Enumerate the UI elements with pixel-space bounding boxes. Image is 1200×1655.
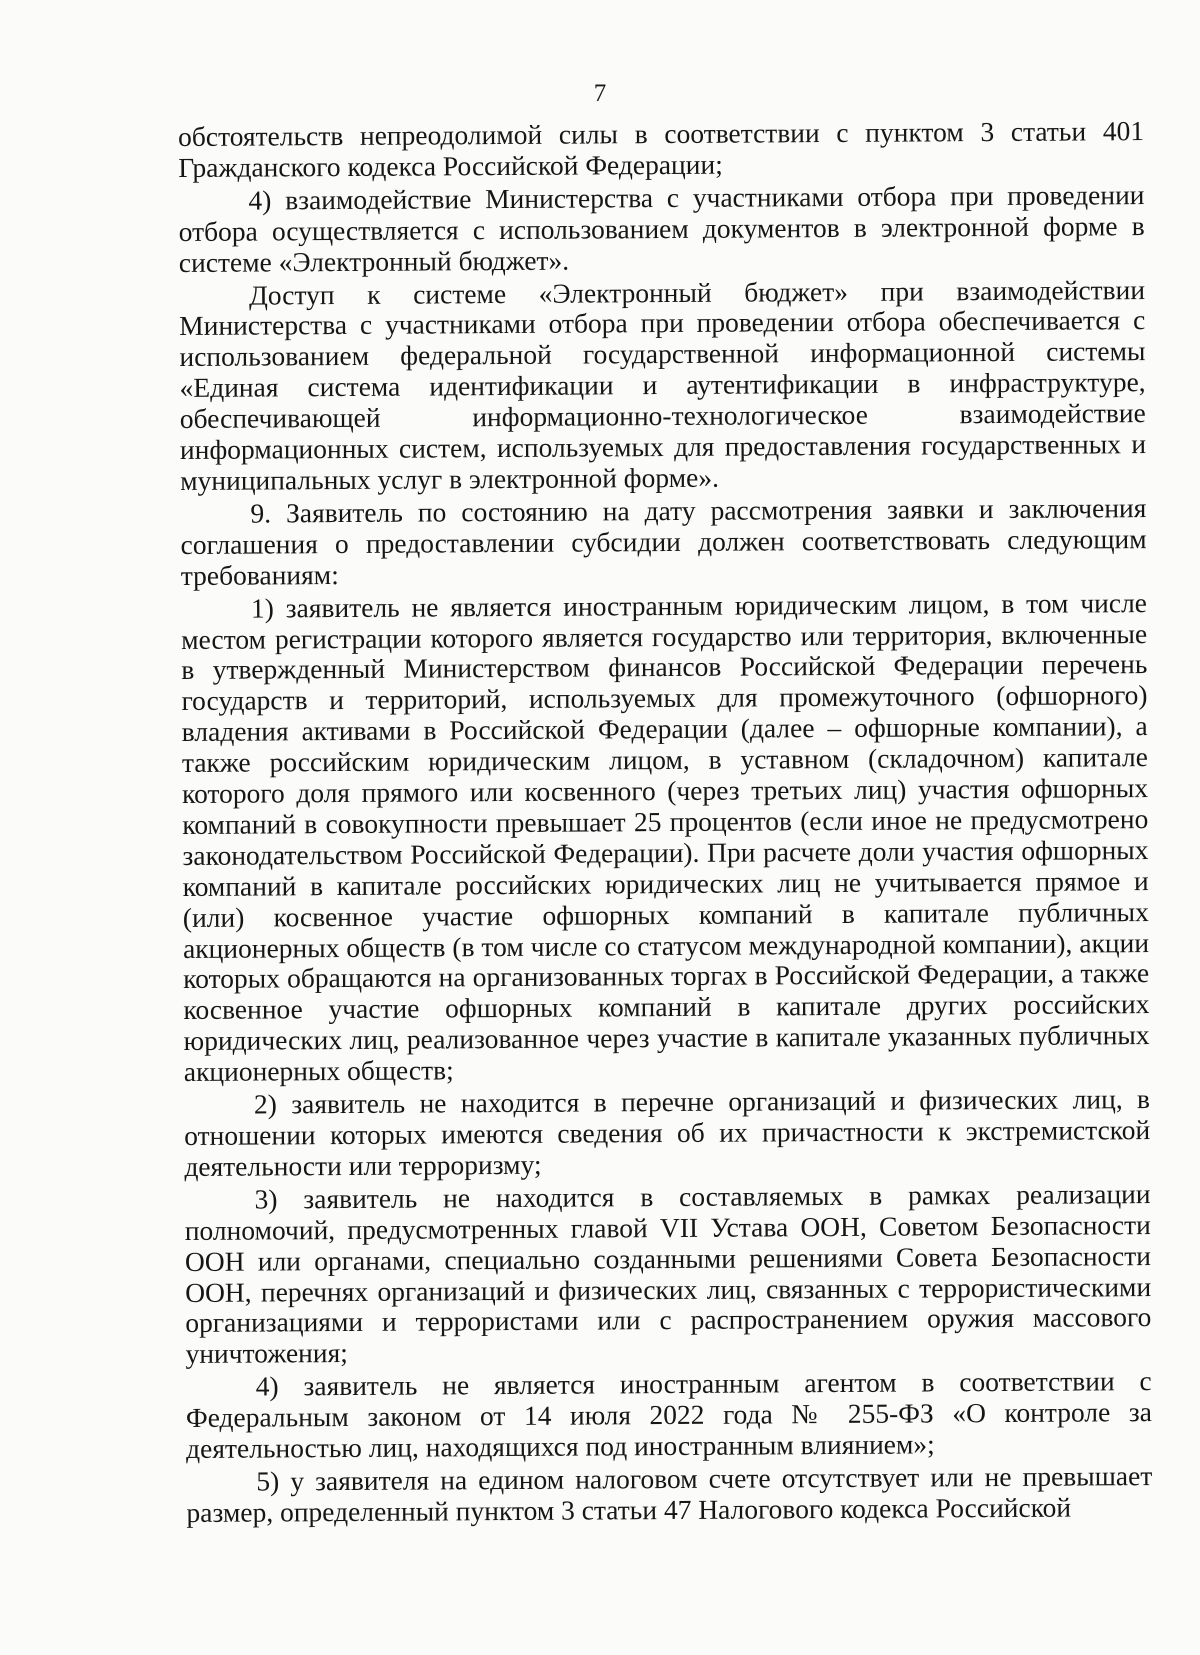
paragraph-item-4: 4) взаимодействие Министерства с участниками отбора при проведении отбора осуществляется с использованием документов в электронной форме в системе «Электронный бюджет». bbox=[178, 178, 1145, 278]
paragraph-requirement-1: 1) заявитель не является иностранным юридическим лицом, в том числе местом регистрации которого является государство или территория, включенные в утвержденный Министерством финансов Российской Федерации перечень государств и территорий, используемых для промежуточного (офшорного) владения активами в Российской Федерации (далее – офшорные компании), а также российским юридическим лицом, в уставном (складочном) капитале которого доля прямого или косвенного (через третьих лиц) участия офшорных компаний в совокупности превышает 25 процентов (если иное не предусмотрено законодательством Российской Федерации). При расчете доли участия офшорных компаний в капитале российских юридических лиц не учитывается прямое и (или) косвенное участие офшорных компаний в капитале публичных акционерных обществ (в том числе со статусом международной компании), акции которых обращаются на организованных торгах в Российской Федерации, а также косвенное участие офшорных компаний в капитале других российских юридических лиц, реализованное через участие в капитале указанных публичных акционерных обществ; bbox=[181, 586, 1150, 1088]
paragraph-point-9: 9. Заявитель по состоянию на дату рассмотрения заявки и заключения соглашения о предоставлении субсидии должен соответствовать следующим требованиям: bbox=[180, 491, 1147, 591]
paragraph-requirement-5: 5) у заявителя на едином налоговом счете отсутствует или не превышает размер, определенный пунктом 3 статьи 47 Налогового кодекса Российской bbox=[186, 1460, 1153, 1528]
document-body bbox=[178, 116, 1153, 1529]
paragraph-access: Доступ к системе «Электронный бюджет» при взаимодействии Министерства с участниками отбора при проведении отбора обеспечивается с использованием федеральной государственной информационной системы «Единая система идентификации и аутентификации в инфраструктуре, обеспечивающей информационно-технологическое взаимодействие информационных систем, используемых для предоставления государственных и муниципальных услуг в электронной форме». bbox=[179, 273, 1147, 496]
paragraph-continuation: обстоятельств непреодолимой силы в соответствии с пунктом 3 статьи 401 Гражданского кодекса Российской Федерации; bbox=[177, 115, 1145, 183]
page-number: 7 bbox=[593, 80, 607, 107]
paragraph-requirement-4: 4) заявитель не является иностранным агентом в соответствии с Федеральным законом от 14 июля 2022 года № 255-ФЗ «О контроле за деятельностью лиц, находящихся под иностранным влиянием»; bbox=[185, 1365, 1152, 1465]
paragraph-requirement-3: 3) заявитель не находится в составляемых в рамках реализации полномочий, предусмотренных главой VII Устава ООН, Советом Безопасности ООН или органами, специально созданными решениями Совета Безопасности ООН, перечнях организаций и физических лиц, связанных с террористическими организациями и террористами или с распространением оружия массового уничтожения; bbox=[184, 1177, 1152, 1370]
paragraph-requirement-2: 2) заявитель не находится в перечне организаций и физических лиц, в отношении которых имеются сведения об их причастности к экстремистской деятельности или терроризму; bbox=[184, 1083, 1151, 1182]
